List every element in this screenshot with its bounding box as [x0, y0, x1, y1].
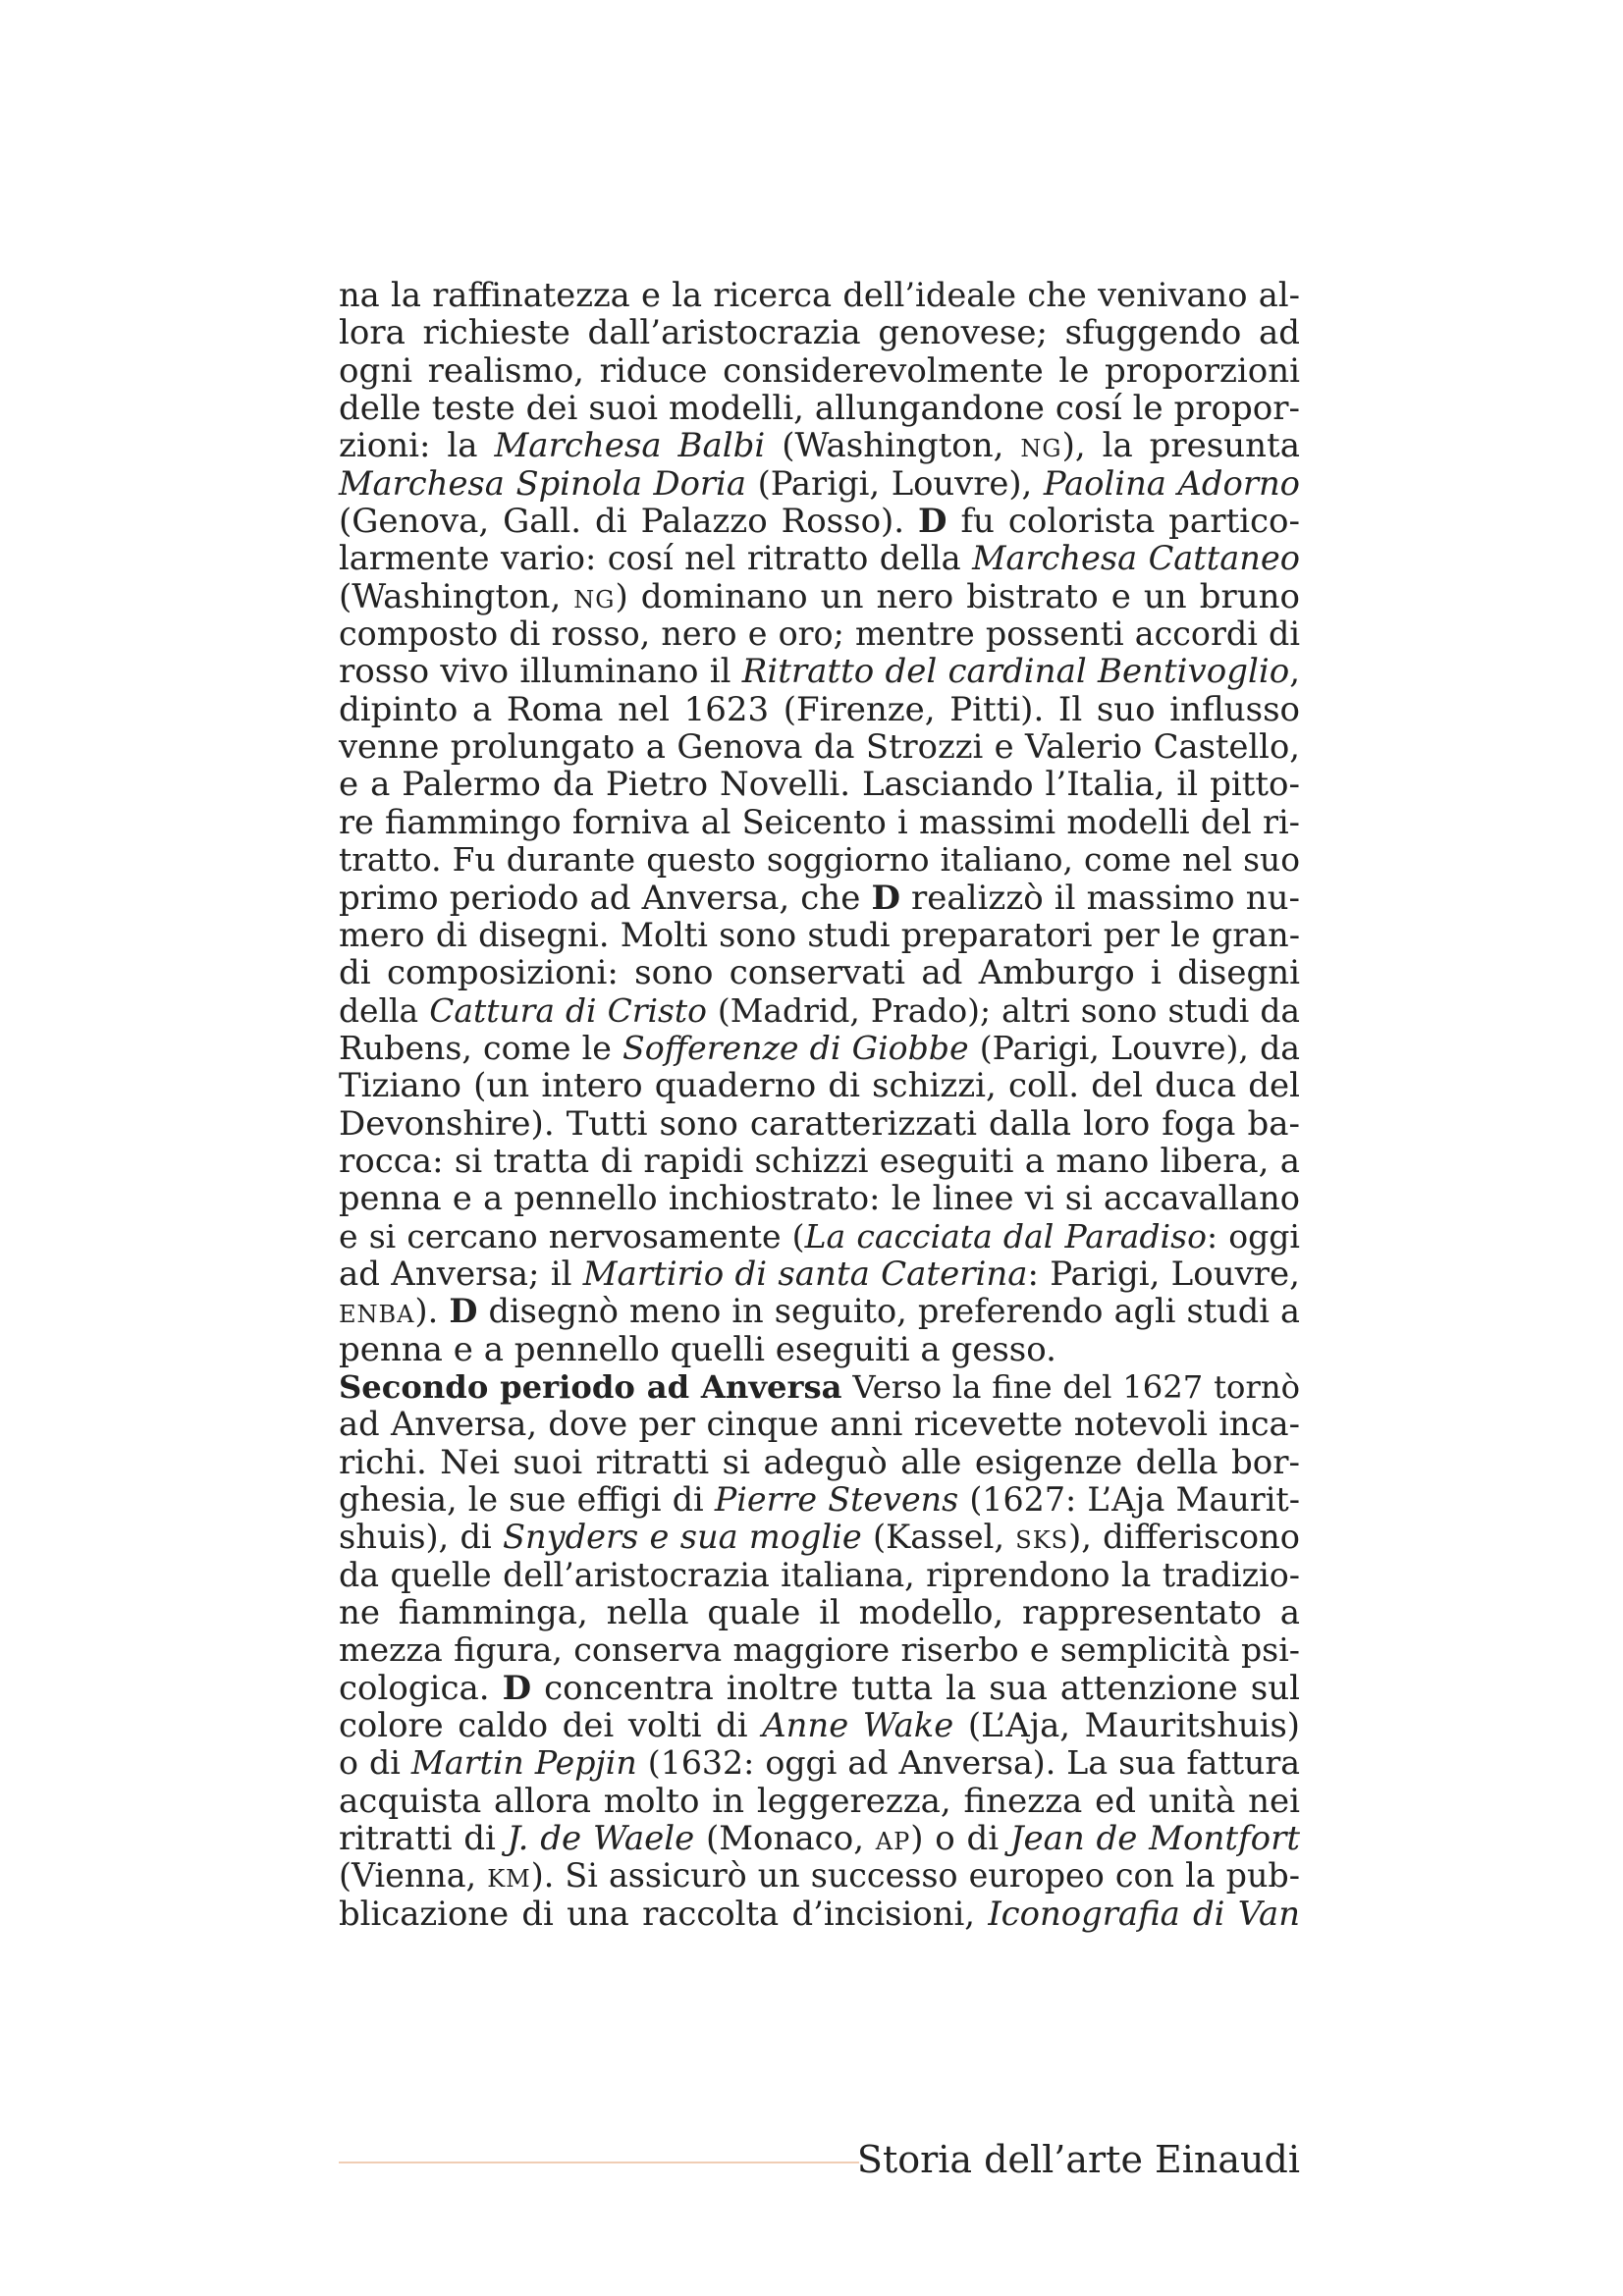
text-line	[339, 880, 1300, 917]
text-segment: della	[339, 990, 430, 1030]
bold-text: D	[449, 1292, 478, 1331]
text-segment: concentra inoltre tutta la sua attenzione sul	[531, 1668, 1300, 1708]
text-segment: realizzò il massimo nu-	[899, 878, 1300, 918]
italic-title: Pierre Stevens	[714, 1480, 959, 1519]
text-segment: mezza figura, conserva maggiore riserbo e semplicità psi-	[339, 1630, 1300, 1670]
text-segment: delle teste dei suoi modelli, allungandone cosí le propor-	[339, 389, 1300, 429]
text-line	[339, 390, 1300, 427]
text-line	[339, 1707, 1300, 1744]
text-line	[339, 804, 1300, 841]
abbreviation: ENBA	[339, 1301, 415, 1329]
text-segment: (Washington,	[765, 426, 1021, 466]
italic-title: Cattura di Cristo	[429, 990, 707, 1030]
text-line	[339, 1896, 1300, 1933]
text-segment: ogni realismo, riduce considerevolmente le proporzioni	[339, 350, 1300, 391]
text-segment: o di	[339, 1743, 411, 1783]
text-segment: : oggi	[1206, 1216, 1300, 1255]
text-segment: acquista allora molto in leggerezza, finezza ed unità nei	[339, 1781, 1300, 1821]
text-line	[339, 615, 1300, 653]
text-segment: Verso la fine del 1627 tornò	[841, 1367, 1300, 1406]
text-segment: di composizioni: sono conservati ad Amburgo i disegni	[339, 953, 1300, 993]
bold-text: D	[871, 878, 900, 918]
abbreviation: NG	[573, 585, 616, 614]
text-segment: (1632: oggi ad Anversa). La sua fattura	[636, 1743, 1301, 1783]
text-line	[339, 1143, 1300, 1180]
body-text	[339, 277, 1300, 1933]
text-segment: (1627: L’Aja Maurit-	[958, 1480, 1300, 1519]
bold-text: D	[918, 502, 947, 542]
text-line	[339, 314, 1300, 351]
italic-title: Marchesa Spinola Doria	[339, 463, 746, 503]
text-line	[339, 503, 1300, 540]
text-segment: penna e a pennello quelli eseguiti a gesso.	[339, 1329, 1056, 1369]
text-line	[339, 1519, 1300, 1556]
text-segment: shuis), di	[339, 1518, 504, 1557]
text-segment: ).	[414, 1292, 450, 1331]
text-line	[339, 653, 1300, 690]
text-segment: Devonshire). Tutti sono caratterizzati dalla loro foga ba-	[339, 1103, 1300, 1144]
text-line	[339, 1857, 1300, 1895]
text-line	[339, 1406, 1300, 1443]
text-line	[339, 1030, 1300, 1067]
text-line	[339, 1293, 1300, 1330]
text-segment: (Vienna,	[339, 1856, 488, 1896]
text-segment: cologica.	[339, 1668, 503, 1708]
text-segment: ) dominano un nero bistrato e un bruno	[615, 576, 1300, 616]
text-segment: larmente vario: cosí nel ritratto della	[339, 539, 973, 578]
text-line	[339, 1218, 1300, 1255]
text-line	[339, 1067, 1300, 1104]
bold-text: Secondo periodo ad Anversa	[339, 1367, 842, 1406]
text-segment: composto di rosso, nero e oro; mentre possenti accordi di	[339, 614, 1300, 654]
text-segment: colore caldo dei volti di	[339, 1706, 763, 1745]
text-segment: ghesia, le sue effigi di	[339, 1480, 715, 1519]
text-line	[339, 917, 1300, 954]
text-line	[339, 766, 1300, 803]
text-line	[339, 691, 1300, 728]
text-line	[339, 578, 1300, 615]
text-segment: (Madrid, Prado); altri sono studi da	[706, 990, 1300, 1030]
text-segment: richi. Nei suoi ritratti si adeguò alle esigenze della bor-	[339, 1442, 1300, 1482]
text-line	[339, 1783, 1300, 1820]
text-segment: Rubens, come le	[339, 1028, 623, 1067]
italic-title: J. de Waele	[507, 1819, 695, 1859]
text-line	[339, 1820, 1300, 1857]
text-segment: zioni: la	[339, 426, 495, 466]
abbreviation: KM	[487, 1865, 531, 1894]
text-segment: (Parigi, Louvre),	[745, 463, 1044, 503]
text-line	[339, 540, 1300, 577]
text-segment: ritratti di	[339, 1819, 508, 1859]
text-segment: da quelle dell’aristocrazia italiana, riprendono la tradizio-	[339, 1555, 1300, 1594]
text-segment: lora richieste dall’aristocrazia genovese; sfuggendo ad	[339, 313, 1300, 353]
footer-rule	[339, 2162, 859, 2163]
text-segment: na la raffinatezza e la ricerca dell’ideale che venivano al-	[339, 276, 1300, 314]
text-segment: rocca: si tratta di rapidi schizzi eseguiti a mano libera, a	[339, 1141, 1300, 1181]
text-segment: (Kassel,	[861, 1518, 1016, 1557]
text-line	[339, 1331, 1300, 1368]
bold-text: D	[502, 1668, 532, 1708]
footer-title: Storia dell’arte Einaudi	[856, 2138, 1300, 2181]
text-segment: penna e a pennello inchiostrato: le linee vi si accavallano	[339, 1179, 1300, 1218]
text-segment: ne fiamminga, nella quale il modello, rappresentato a	[339, 1593, 1300, 1633]
italic-title: Marchesa Cattaneo	[972, 539, 1301, 578]
text-line	[339, 1444, 1300, 1481]
italic-title: Snyders e sua moglie	[503, 1518, 862, 1557]
text-line	[339, 427, 1300, 464]
text-line	[339, 465, 1300, 503]
text-segment: ). Si assicurò un successo europeo con la pub-	[530, 1856, 1300, 1896]
italic-title: Martirio di santa Caterina	[582, 1254, 1028, 1294]
text-segment: re fiammingo forniva al Seicento i massimi modelli del ri-	[339, 802, 1300, 841]
italic-title: Paolina Adorno	[1043, 463, 1301, 503]
text-segment: primo periodo ad Anversa, che	[339, 878, 872, 918]
text-segment: ad Anversa; il	[339, 1254, 583, 1294]
text-line	[339, 1368, 1300, 1406]
text-segment: disegnò meno in seguito, preferendo agli studi a	[477, 1292, 1300, 1331]
text-segment: fu colorista partico-	[947, 502, 1300, 542]
text-line	[339, 1557, 1300, 1594]
text-segment: Tiziano (un intero quaderno di schizzi, coll. del duca del	[339, 1066, 1300, 1106]
text-segment: : Parigi, Louvre,	[1027, 1254, 1300, 1294]
text-line	[339, 1481, 1300, 1519]
text-segment: (Parigi, Louvre), da	[968, 1028, 1300, 1067]
abbreviation: AP	[875, 1828, 911, 1856]
text-segment: blicazione di una raccolta d’incisioni,	[339, 1894, 989, 1933]
text-line	[339, 728, 1300, 766]
text-line	[339, 954, 1300, 991]
italic-title: Jean de Montfort	[1009, 1819, 1300, 1859]
text-segment: ) o di	[910, 1819, 1010, 1859]
text-segment: (Genova, Gall. di Palazzo Rosso).	[339, 502, 919, 542]
text-segment: ,	[1289, 652, 1300, 692]
text-line	[339, 1670, 1300, 1707]
italic-title: La cacciata dal Paradiso	[804, 1216, 1207, 1255]
text-line	[339, 352, 1300, 390]
text-segment: dipinto a Roma nel 1623 (Firenze, Pitti). Il suo influsso	[339, 689, 1300, 729]
text-segment: rosso vivo illuminano il	[339, 652, 742, 692]
text-line	[339, 992, 1300, 1030]
abbreviation: NG	[1020, 435, 1062, 463]
italic-title: Anne Wake	[762, 1706, 954, 1745]
text-segment: (Monaco,	[694, 1819, 876, 1859]
italic-title: Sofferenze di Giobbe	[622, 1028, 969, 1067]
abbreviation: SKS	[1015, 1526, 1069, 1555]
text-line	[339, 1744, 1300, 1782]
text-line	[339, 1105, 1300, 1143]
text-line	[339, 1594, 1300, 1631]
text-segment: ), differiscono	[1068, 1518, 1300, 1557]
text-line	[339, 277, 1300, 314]
text-segment: e si cercano nervosamente (	[339, 1216, 805, 1255]
text-segment: (Washington,	[339, 576, 574, 616]
text-segment: ), la presunta	[1061, 426, 1300, 466]
text-segment: venne prolungato a Genova da Strozzi e Valerio Castello,	[339, 727, 1300, 767]
text-segment: tratto. Fu durante questo soggiorno italiano, come nel suo	[339, 840, 1300, 880]
italic-title: Iconografia di Van	[988, 1894, 1300, 1933]
text-line	[339, 1255, 1300, 1293]
text-line	[339, 1631, 1300, 1669]
italic-title: Ritratto del cardinal Bentivoglio	[741, 652, 1290, 692]
text-segment: e a Palermo da Pietro Novelli. Lasciando l’Italia, il pitto-	[339, 765, 1300, 805]
text-segment: ad Anversa, dove per cinque anni ricevette notevoli inca-	[339, 1405, 1300, 1444]
text-segment: (L’Aja, Mauritshuis)	[953, 1706, 1300, 1745]
text-line	[339, 841, 1300, 879]
text-segment: mero di disegni. Molti sono studi preparatori per le gran-	[339, 915, 1300, 954]
text-line	[339, 1180, 1300, 1217]
italic-title: Marchesa Balbi	[494, 426, 766, 466]
italic-title: Martin Pepjin	[410, 1743, 637, 1783]
